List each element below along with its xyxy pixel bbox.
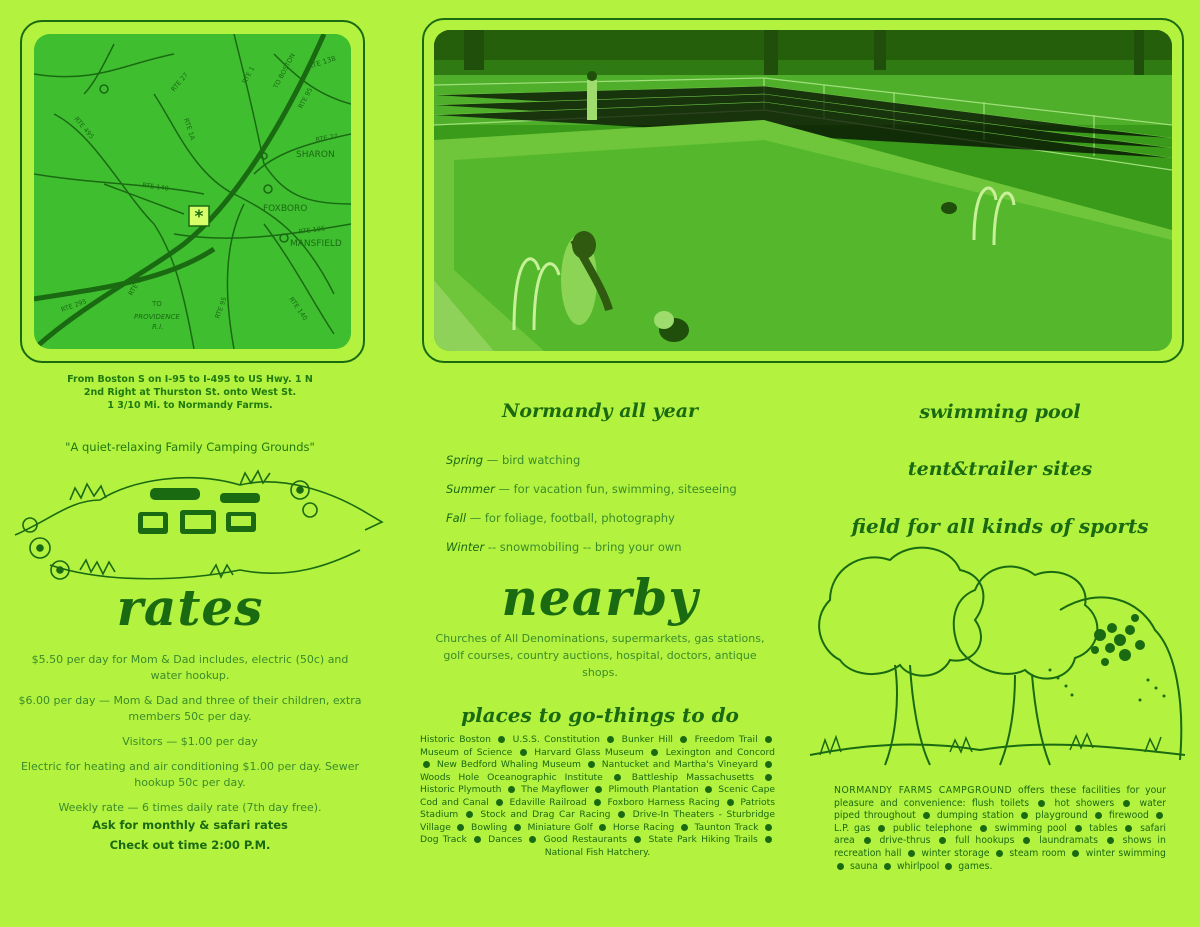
list-item: The Mayflower bbox=[521, 784, 589, 795]
list-item: Foxboro Harness Racing bbox=[607, 796, 720, 808]
map-label-foxboro: FOXBORO bbox=[263, 204, 308, 214]
list-item: Patriots Stadium bbox=[420, 796, 776, 820]
season-name: Winter bbox=[446, 540, 485, 554]
map-label-providence: PROVIDENCE bbox=[134, 313, 180, 321]
list-item: hot showers bbox=[1054, 797, 1115, 809]
list-item: Horse Racing bbox=[612, 821, 675, 833]
bullet-dot bbox=[681, 824, 688, 831]
season-summer: Summer — for vacation fun, swimming, siteseeing bbox=[446, 482, 737, 496]
sports-field-title: field for all kinds of sports bbox=[851, 514, 1149, 538]
bullet-dot bbox=[595, 786, 602, 793]
list-item: Bowling bbox=[471, 821, 508, 833]
season-text: snowmobiling -- bring your own bbox=[499, 540, 682, 554]
map-label-rte1a: RTE 1A bbox=[182, 117, 197, 142]
bullet-dot bbox=[1156, 812, 1163, 819]
facilities-intro: offers these facilities for your pleasure and convenience: bbox=[834, 785, 1167, 809]
map-label-rte140: RTE 140 bbox=[141, 181, 170, 193]
season-spring: Spring — bird watching bbox=[446, 453, 581, 467]
bullet-dot bbox=[607, 736, 614, 743]
map-label-mansfield: MANSFIELD bbox=[290, 239, 342, 249]
rates-list bbox=[15, 652, 365, 825]
map-label-to: TO bbox=[152, 300, 162, 308]
right-panel bbox=[800, 0, 1200, 927]
list-item: water piped throughout bbox=[834, 797, 1166, 822]
tagline: "A quiet-relaxing Family Camping Grounds" bbox=[65, 440, 315, 454]
tent-trailer-title: tent&trailer sites bbox=[907, 458, 1093, 480]
list-item: full hookups bbox=[955, 835, 1015, 847]
trees-illustration bbox=[800, 540, 1200, 780]
checkout-time: Check out time 2:00 P.M. bbox=[109, 838, 271, 852]
season-text: for foliage, football, photography bbox=[484, 511, 675, 525]
map-label-to-boston: TO BOSTON bbox=[271, 52, 297, 90]
bullet-dot bbox=[1072, 850, 1079, 857]
nearby-text: Churches of All Denominations, supermarkets, gas stations, golf courses, country auctions, hospital, doctors, antique shops. bbox=[435, 632, 765, 679]
list-item: dumping station bbox=[936, 810, 1015, 822]
bullet-dot bbox=[1125, 825, 1132, 832]
map-label-rte95-bottom: RTE 95 bbox=[213, 295, 229, 320]
season-fall: Fall — for foliage, football, photography bbox=[446, 511, 675, 525]
bullet-dot bbox=[939, 837, 946, 844]
rate-item: Visitors — $1.00 per day bbox=[122, 735, 258, 748]
map-label-rte27-right: RTE 27 bbox=[314, 132, 339, 144]
season-winter: Winter -- snowmobiling -- bring your own bbox=[446, 540, 682, 554]
bullet-dot bbox=[923, 812, 930, 819]
list-item: firewood bbox=[1108, 810, 1149, 822]
bullet-dot bbox=[765, 761, 772, 768]
bullet-dot bbox=[423, 761, 430, 768]
list-item: Nantucket and Martha's Vineyard bbox=[601, 759, 759, 770]
list-item: games. bbox=[958, 860, 993, 872]
list-item: drive-thrus bbox=[879, 835, 931, 847]
list-item: whirlpool bbox=[896, 860, 940, 872]
bullet-dot bbox=[945, 863, 952, 870]
list-item: L.P. gas bbox=[834, 822, 871, 834]
list-item: National Fish Hatchery. bbox=[544, 846, 651, 858]
bullet-dot bbox=[996, 850, 1003, 857]
bullet-dot bbox=[680, 736, 687, 743]
bullet-dot bbox=[705, 786, 712, 793]
bullet-dot bbox=[878, 825, 885, 832]
list-item: flush toilets bbox=[971, 797, 1030, 809]
list-item: Historic Boston bbox=[420, 734, 491, 745]
campground-name: NORMANDY FARMS CAMPGROUND bbox=[834, 785, 1013, 796]
bullet-dot bbox=[727, 799, 734, 806]
bullet-dot bbox=[884, 863, 891, 870]
list-item: Historic Plymouth bbox=[420, 784, 502, 795]
map-drawing bbox=[34, 34, 351, 349]
list-item: Stock and Drag Car Racing bbox=[480, 809, 611, 820]
list-item: Harvard Glass Museum bbox=[534, 746, 644, 758]
bullet-dot bbox=[908, 850, 915, 857]
bullet-dot bbox=[1021, 812, 1028, 819]
bullet-dot bbox=[765, 824, 772, 831]
bullet-dot bbox=[588, 761, 595, 768]
list-item: Bunker Hill bbox=[621, 734, 673, 745]
bullet-dot bbox=[765, 736, 772, 743]
list-item: steam room bbox=[1009, 847, 1066, 859]
list-item: Good Restaurants bbox=[543, 834, 628, 845]
bullet-dot bbox=[457, 824, 464, 831]
bullet-dot bbox=[1095, 812, 1102, 819]
bullet-dot bbox=[599, 824, 606, 831]
rate-item: $6.00 per day — Mom & Dad and three of their children, extra members 50c per day. bbox=[18, 694, 362, 723]
bullet-dot bbox=[765, 836, 772, 843]
bullet-dot bbox=[1075, 825, 1082, 832]
list-item: safari area bbox=[834, 822, 1166, 847]
bullet-dot bbox=[651, 749, 658, 756]
list-item: Dog Track bbox=[420, 834, 467, 845]
bullet-dot bbox=[614, 774, 621, 781]
bullet-dot bbox=[594, 799, 601, 806]
map-label-ri: R.I. bbox=[152, 323, 164, 331]
directions-line-1: From Boston S on I-95 to I-495 to US Hwy. 1 N bbox=[67, 374, 313, 385]
list-item: Lexington and Concord bbox=[665, 746, 775, 758]
map-label-rte140-bottom: RTE 140 bbox=[287, 295, 310, 322]
list-item: winter swimming bbox=[1085, 847, 1166, 859]
list-item: State Park Hiking Trails bbox=[648, 834, 758, 845]
bullet-dot bbox=[837, 863, 844, 870]
map-label-rte27: RTE 27 bbox=[169, 70, 190, 94]
season-name: Fall bbox=[446, 511, 467, 525]
map-label-rte495: RTE 495 bbox=[72, 115, 96, 141]
bullet-dot bbox=[466, 811, 473, 818]
bullet-dot bbox=[498, 736, 505, 743]
bullet-dot bbox=[514, 824, 521, 831]
list-item: Museum of Science bbox=[420, 746, 513, 758]
list-item: Taunton Track bbox=[694, 821, 759, 833]
map-label-rte138: RTE 138 bbox=[307, 54, 337, 71]
rate-item: $5.50 per day for Mom & Dad includes, electric (50c) and water hookup. bbox=[31, 653, 349, 682]
bullet-dot bbox=[1107, 837, 1114, 844]
monthly-rates-note: Ask for monthly & safari rates bbox=[92, 818, 288, 832]
bullet-dot bbox=[765, 774, 772, 781]
map-label-rte1: RTE 1 bbox=[240, 65, 257, 85]
list-item: winter storage bbox=[921, 847, 990, 859]
rate-item: Electric for heating and air conditioning $1.00 per day. Sewer hookup 50c per day. bbox=[20, 760, 359, 789]
list-item: shows in recreation hall bbox=[834, 835, 1166, 859]
list-item: Drive-In Theaters - Sturbridge Village bbox=[420, 809, 776, 833]
map-label-rte95-top: RTE 95 bbox=[296, 86, 315, 110]
facilities-list bbox=[834, 785, 1166, 873]
bullet-dot bbox=[496, 799, 503, 806]
bullet-dot bbox=[1038, 800, 1045, 807]
nearby-title: nearby bbox=[501, 568, 699, 627]
list-item: Plimouth Plantation bbox=[608, 784, 699, 795]
map-label-rte106: RTE 106 bbox=[298, 224, 326, 236]
directions-line-3: 1 3/10 Mi. to Normandy Farms. bbox=[107, 400, 273, 411]
swimming-pool-title: swimming pool bbox=[919, 401, 1081, 423]
map-label-rte1-bottom: RTE 1 bbox=[126, 277, 143, 297]
list-item: playground bbox=[1035, 810, 1088, 822]
season-name: Spring bbox=[446, 453, 484, 467]
seasons-list bbox=[446, 446, 786, 562]
list-item: sauna bbox=[849, 860, 878, 872]
list-item: Freedom Trail bbox=[694, 734, 758, 745]
bullet-dot bbox=[508, 786, 515, 793]
middle-panel bbox=[410, 0, 790, 927]
list-item: Dances bbox=[488, 834, 523, 845]
list-item: Woods Hole Oceanographic Institute bbox=[420, 771, 603, 783]
bullet-dot bbox=[980, 825, 987, 832]
list-item: public telephone bbox=[892, 822, 973, 834]
rates-notes bbox=[15, 815, 365, 855]
map-frame bbox=[20, 20, 365, 363]
bullet-dot bbox=[1023, 837, 1030, 844]
bullet-dot bbox=[864, 837, 871, 844]
bullet-dot bbox=[529, 836, 536, 843]
places-list bbox=[420, 734, 775, 859]
directions-map bbox=[34, 34, 351, 349]
list-item: swimming pool bbox=[994, 822, 1067, 834]
bullet-dot bbox=[1123, 800, 1130, 807]
directions-line-2: 2nd Right at Thurston St. onto West St. bbox=[83, 387, 297, 398]
list-item: Battleship Massachusetts bbox=[631, 771, 754, 783]
bullet-dot bbox=[474, 836, 481, 843]
map-label-sharon: SHARON bbox=[296, 150, 335, 160]
camp-cookout-illustration bbox=[10, 460, 385, 590]
bullet-dot bbox=[520, 749, 527, 756]
bullet-dot bbox=[634, 836, 641, 843]
list-item: New Bedford Whaling Museum bbox=[436, 759, 581, 770]
bullet-dot bbox=[618, 811, 625, 818]
season-name: Summer bbox=[446, 482, 495, 496]
season-text: for vacation fun, swimming, siteseeing bbox=[513, 482, 737, 496]
rates-title: rates bbox=[116, 578, 264, 637]
list-item: Scenic Cape Cod and Canal bbox=[420, 784, 776, 808]
season-text: bird watching bbox=[501, 453, 581, 467]
normandy-all-year-title: Normandy all year bbox=[501, 400, 699, 422]
list-item: tables bbox=[1089, 822, 1118, 834]
list-item: U.S.S. Constitution bbox=[512, 734, 600, 745]
list-item: Edaville Railroad bbox=[509, 796, 587, 808]
rate-item: Weekly rate — 6 times daily rate (7th day free). bbox=[58, 801, 322, 814]
svg-text:*: * bbox=[194, 207, 204, 227]
map-label-rte295: RTE 295 bbox=[59, 297, 88, 314]
left-panel bbox=[0, 0, 380, 927]
directions-text bbox=[30, 373, 350, 412]
list-item: Miniature Golf bbox=[527, 821, 593, 833]
list-item: laundramats bbox=[1039, 835, 1098, 847]
places-title: places to go-things to do bbox=[461, 703, 739, 727]
